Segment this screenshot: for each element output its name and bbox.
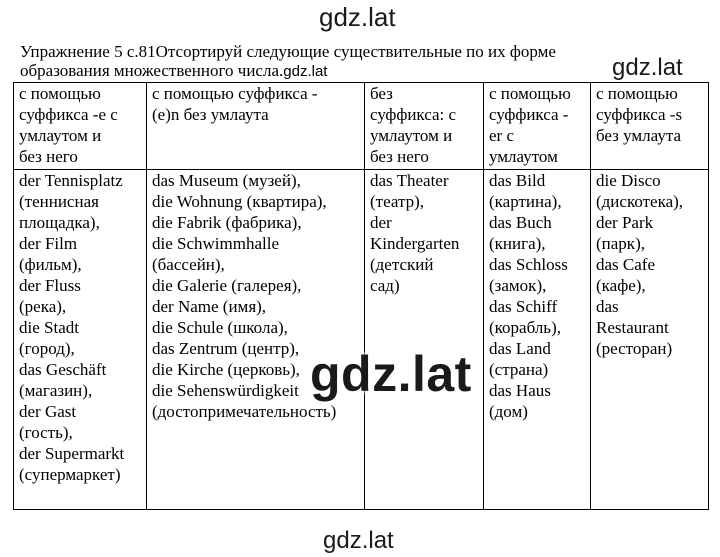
heading-line-1: Упражнение 5 с.81Отсортируй следующие существительные по их форме bbox=[20, 42, 556, 61]
watermark-top: gdz.lat bbox=[319, 2, 396, 32]
cell-line: das Schloss bbox=[489, 255, 568, 274]
heading-line-2 bbox=[20, 61, 620, 81]
watermark-right: gdz.lat bbox=[612, 54, 683, 81]
cell-line: der Gast bbox=[19, 402, 77, 421]
cell-line: er с bbox=[489, 126, 515, 145]
cell-line: der Tennisplatz bbox=[19, 171, 123, 190]
body-cell bbox=[591, 170, 709, 510]
cell-line: das Theater bbox=[370, 171, 449, 190]
cell-line: das Land bbox=[489, 339, 551, 358]
heading-line-2-text: образования множественного числа. bbox=[20, 61, 284, 80]
cell-line: die Sehenswürdigkeit bbox=[152, 381, 299, 400]
cell-line: Kindergarten bbox=[370, 234, 460, 253]
cell-line: умлаутом и bbox=[19, 126, 102, 145]
cell-line: das Schiff bbox=[489, 297, 558, 316]
header-cell bbox=[147, 83, 365, 170]
cell-line: (картина), bbox=[489, 192, 562, 211]
cell-line: das Buch bbox=[489, 213, 552, 232]
cell-line: умлаутом и bbox=[370, 126, 453, 145]
heading-inline-watermark: gdz.lat bbox=[283, 63, 328, 80]
watermark-bottom: gdz.lat bbox=[323, 527, 394, 554]
body-cell bbox=[14, 170, 147, 510]
cell-line: (дом) bbox=[489, 402, 528, 421]
cell-line: без bbox=[370, 84, 393, 103]
cell-line: суффикса -s bbox=[596, 105, 683, 124]
cell-line: (река), bbox=[19, 297, 67, 316]
cell-line: суффикса: с bbox=[370, 105, 457, 124]
cell-line: das Cafe bbox=[596, 255, 656, 274]
cell-line: (книга), bbox=[489, 234, 546, 253]
cell-line: с помощью bbox=[489, 84, 571, 103]
cell-line: (корабль), bbox=[489, 318, 561, 337]
cell-line: (достопримечательность) bbox=[152, 402, 337, 421]
cell-line: суффикса - bbox=[489, 105, 569, 124]
cell-line: без умлаута bbox=[596, 126, 682, 145]
cell-line: (супермаркет) bbox=[19, 465, 121, 484]
cell-line: die Stadt bbox=[19, 318, 79, 337]
cell-line: der Film bbox=[19, 234, 78, 253]
body-cell bbox=[484, 170, 591, 510]
cell-line: (ресторан) bbox=[596, 339, 673, 358]
cell-line: der bbox=[370, 213, 392, 232]
exercise-heading bbox=[20, 42, 620, 81]
cell-line: с помощью bbox=[596, 84, 678, 103]
cell-line: Restaurant bbox=[596, 318, 669, 337]
cell-line: die Schwimmhalle bbox=[152, 234, 280, 253]
cell-line: с помощью bbox=[19, 84, 101, 103]
cell-line: (e)n без умлаута bbox=[152, 105, 269, 124]
sorting-table bbox=[13, 82, 709, 510]
cell-line: der Park bbox=[596, 213, 654, 232]
cell-line: сад) bbox=[370, 276, 400, 295]
cell-line: die Kirche (церковь), bbox=[152, 360, 300, 379]
cell-line: (страна) bbox=[489, 360, 549, 379]
cell-line: (детский bbox=[370, 255, 434, 274]
cell-line: das bbox=[596, 297, 619, 316]
table-body-row bbox=[14, 170, 709, 510]
cell-line: die Galerie (галерея), bbox=[152, 276, 302, 295]
cell-line: das Bild bbox=[489, 171, 546, 190]
body-cell bbox=[365, 170, 484, 510]
cell-line: das Geschäft bbox=[19, 360, 107, 379]
cell-line: das Zentrum (центр), bbox=[152, 339, 300, 358]
cell-line: (фильм), bbox=[19, 255, 82, 274]
body-cell bbox=[147, 170, 365, 510]
watermark-center: gdz.lat bbox=[310, 346, 472, 402]
cell-line: der Name (имя), bbox=[152, 297, 267, 316]
cell-line: der Supermarkt bbox=[19, 444, 125, 463]
cell-line: das Haus bbox=[489, 381, 551, 400]
cell-line: с помощью суффикса - bbox=[152, 84, 318, 103]
cell-line: das Museum (музей), bbox=[152, 171, 301, 190]
cell-line: без него bbox=[370, 147, 429, 166]
cell-line: суффикса -е с bbox=[19, 105, 118, 124]
cell-line: площадка), bbox=[19, 213, 100, 232]
cell-line: die Wohnung (квартира), bbox=[152, 192, 327, 211]
cell-line: (бассейн), bbox=[152, 255, 225, 274]
cell-line: (магазин), bbox=[19, 381, 93, 400]
header-cell bbox=[365, 83, 484, 170]
cell-line: без него bbox=[19, 147, 78, 166]
cell-line: (теннисная bbox=[19, 192, 99, 211]
cell-line: (кафе), bbox=[596, 276, 646, 295]
cell-line: (гость), bbox=[19, 423, 73, 442]
cell-line: die Schule (школа), bbox=[152, 318, 288, 337]
cell-line: умлаутом bbox=[489, 147, 558, 166]
cell-line: (город), bbox=[19, 339, 75, 358]
cell-line: der Fluss bbox=[19, 276, 81, 295]
header-cell bbox=[591, 83, 709, 170]
cell-line: die Fabrik (фабрика), bbox=[152, 213, 302, 232]
cell-line: (замок), bbox=[489, 276, 547, 295]
cell-line: (парк), bbox=[596, 234, 645, 253]
cell-line: die Disco bbox=[596, 171, 661, 190]
table-header-row bbox=[14, 83, 709, 170]
cell-line: (дискотека), bbox=[596, 192, 684, 211]
cell-line: (театр), bbox=[370, 192, 424, 211]
header-cell bbox=[14, 83, 147, 170]
header-cell bbox=[484, 83, 591, 170]
